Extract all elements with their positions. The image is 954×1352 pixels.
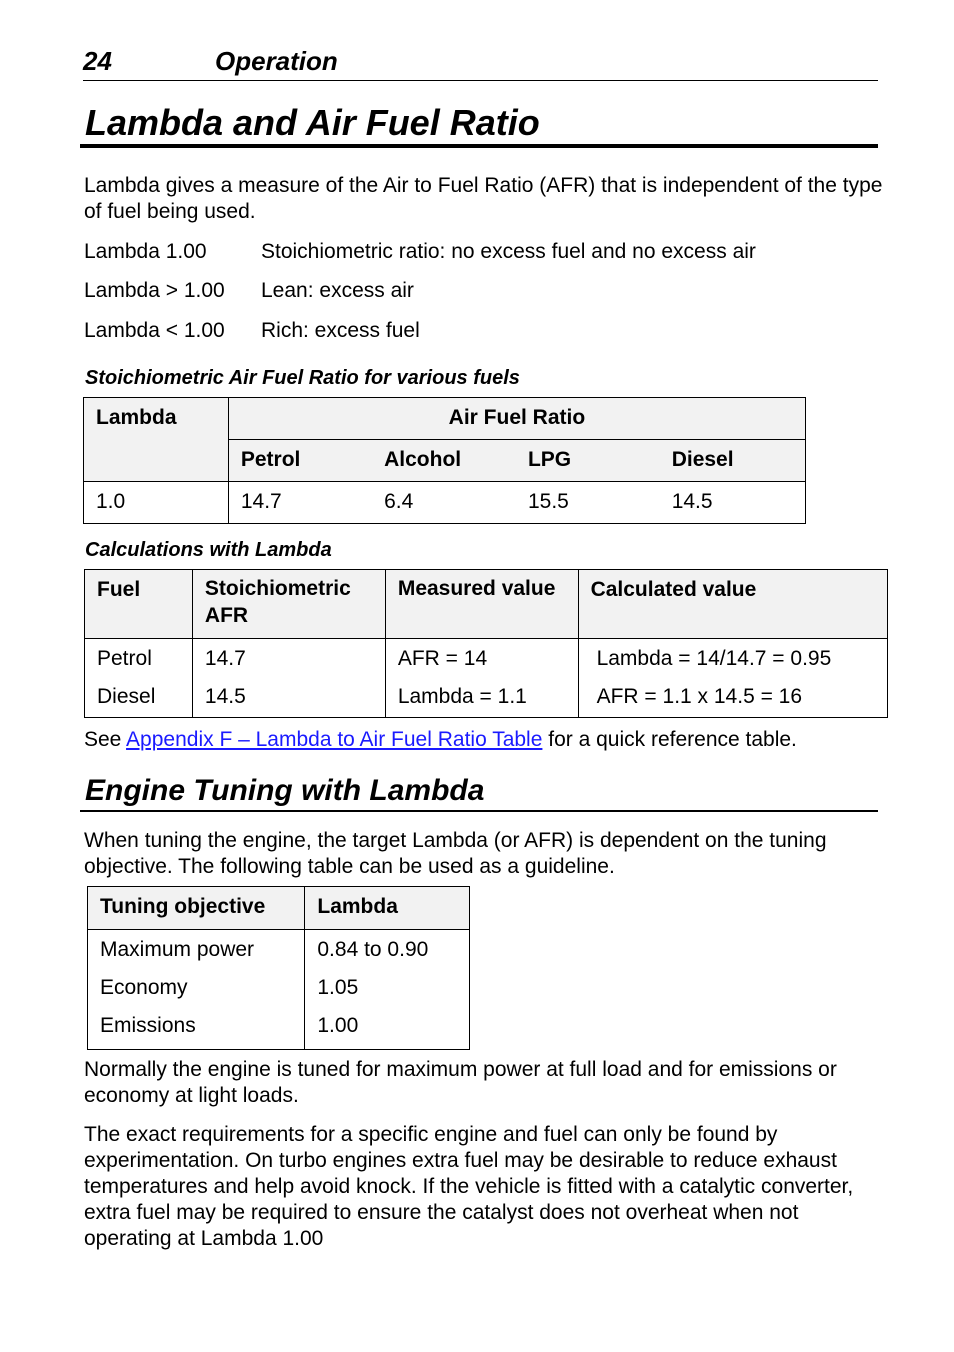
table-cell: Maximum power (88, 930, 305, 971)
table-cell: 14.7 (192, 639, 385, 680)
table2-caption: Calculations with Lambda (85, 539, 332, 561)
page-number: 24 (83, 46, 112, 76)
header-fuel: Diesel (660, 440, 806, 482)
table-cell: 1.0 (84, 482, 229, 524)
def-term: Lambda < 1.00 (84, 319, 225, 342)
def-desc: Stoichiometric ratio: no excess fuel and no excess air (261, 240, 756, 263)
tuning-paragraph-2: The exact requirements for a specific engine and fuel can only be found by experimentation. On turbo engines extra fuel may be desirable to reduce exhaust temperatures and help avoid knock. If the vehicle is fitted with a catalytic converter, extra fuel may be required to ensure the catalyst does not overheat when not operating at Lambda 1.00 (84, 1123, 854, 1250)
tuning-intro-paragraph: When tuning the engine, the target Lambda (or AFR) is dependent on the tuning objective. The following table can be used as a guideline. (84, 829, 827, 878)
header-calculated-value: Calculated value (578, 570, 887, 639)
table-row (88, 1009, 470, 1050)
table-row (88, 970, 470, 1009)
table1-caption: Stoichiometric Air Fuel Ratio for various fuels (85, 367, 520, 389)
header-fuel: LPG (516, 440, 660, 482)
table-cell: 14.5 (660, 482, 806, 524)
header-lambda: Lambda (84, 398, 229, 482)
table-cell: 15.5 (516, 482, 660, 524)
table-cell: Emissions (88, 1009, 305, 1050)
header-lambda: Lambda (305, 887, 470, 930)
header-fuel: Alcohol (372, 440, 516, 482)
table-cell: 1.00 (305, 1009, 470, 1050)
table-cell: AFR = 1.1 x 14.5 = 16 (578, 679, 887, 718)
see-appendix-line (84, 727, 884, 753)
def-term: Lambda > 1.00 (84, 279, 225, 302)
stoichiometric-afr-table (83, 397, 806, 524)
running-header (83, 44, 878, 81)
header-fuel: Fuel (85, 570, 193, 639)
intro-paragraph: Lambda gives a measure of the Air to Fuel Ratio (AFR) that is independent of the type of fuel being used. (84, 174, 883, 223)
header-air-fuel-ratio: Air Fuel Ratio (228, 398, 805, 440)
table-cell: 14.7 (228, 482, 372, 524)
tuning-objective-table (87, 886, 470, 1050)
see-prefix: See (84, 728, 127, 751)
header-stoichiometric-afr: Stoichiometric AFR (192, 570, 385, 639)
table-cell: Lambda = 1.1 (385, 679, 578, 718)
section-name: Operation (215, 46, 338, 76)
lambda-calculations-table (84, 569, 888, 718)
table-cell: Diesel (85, 679, 193, 718)
def-term: Lambda 1.00 (84, 240, 207, 263)
table-row (84, 482, 806, 524)
def-desc: Lean: excess air (261, 279, 414, 302)
table-cell: 6.4 (372, 482, 516, 524)
table-cell: 0.84 to 0.90 (305, 930, 470, 971)
def-desc: Rich: excess fuel (261, 319, 420, 342)
tuning-paragraph-1: Normally the engine is tuned for maximum power at full load and for emissions or economy at light loads. (84, 1058, 837, 1107)
table-cell: 1.05 (305, 970, 470, 1009)
table-cell: Economy (88, 970, 305, 1009)
table-row (85, 679, 888, 718)
header-tuning-objective: Tuning objective (88, 887, 305, 930)
table-cell: Lambda = 14/14.7 = 0.95 (578, 639, 887, 680)
table-row (88, 930, 470, 971)
table-cell: 14.5 (192, 679, 385, 718)
page-title: Lambda and Air Fuel Ratio (80, 100, 878, 148)
see-suffix: for a quick reference table. (542, 728, 797, 751)
header-fuel: Petrol (228, 440, 372, 482)
header-measured-value: Measured value (385, 570, 578, 639)
table-row (85, 639, 888, 680)
table-cell: Petrol (85, 639, 193, 680)
appendix-f-link[interactable]: Appendix F – Lambda to Air Fuel Ratio Table (126, 728, 543, 751)
table-cell: AFR = 14 (385, 639, 578, 680)
section-heading: Engine Tuning with Lambda (80, 770, 878, 812)
